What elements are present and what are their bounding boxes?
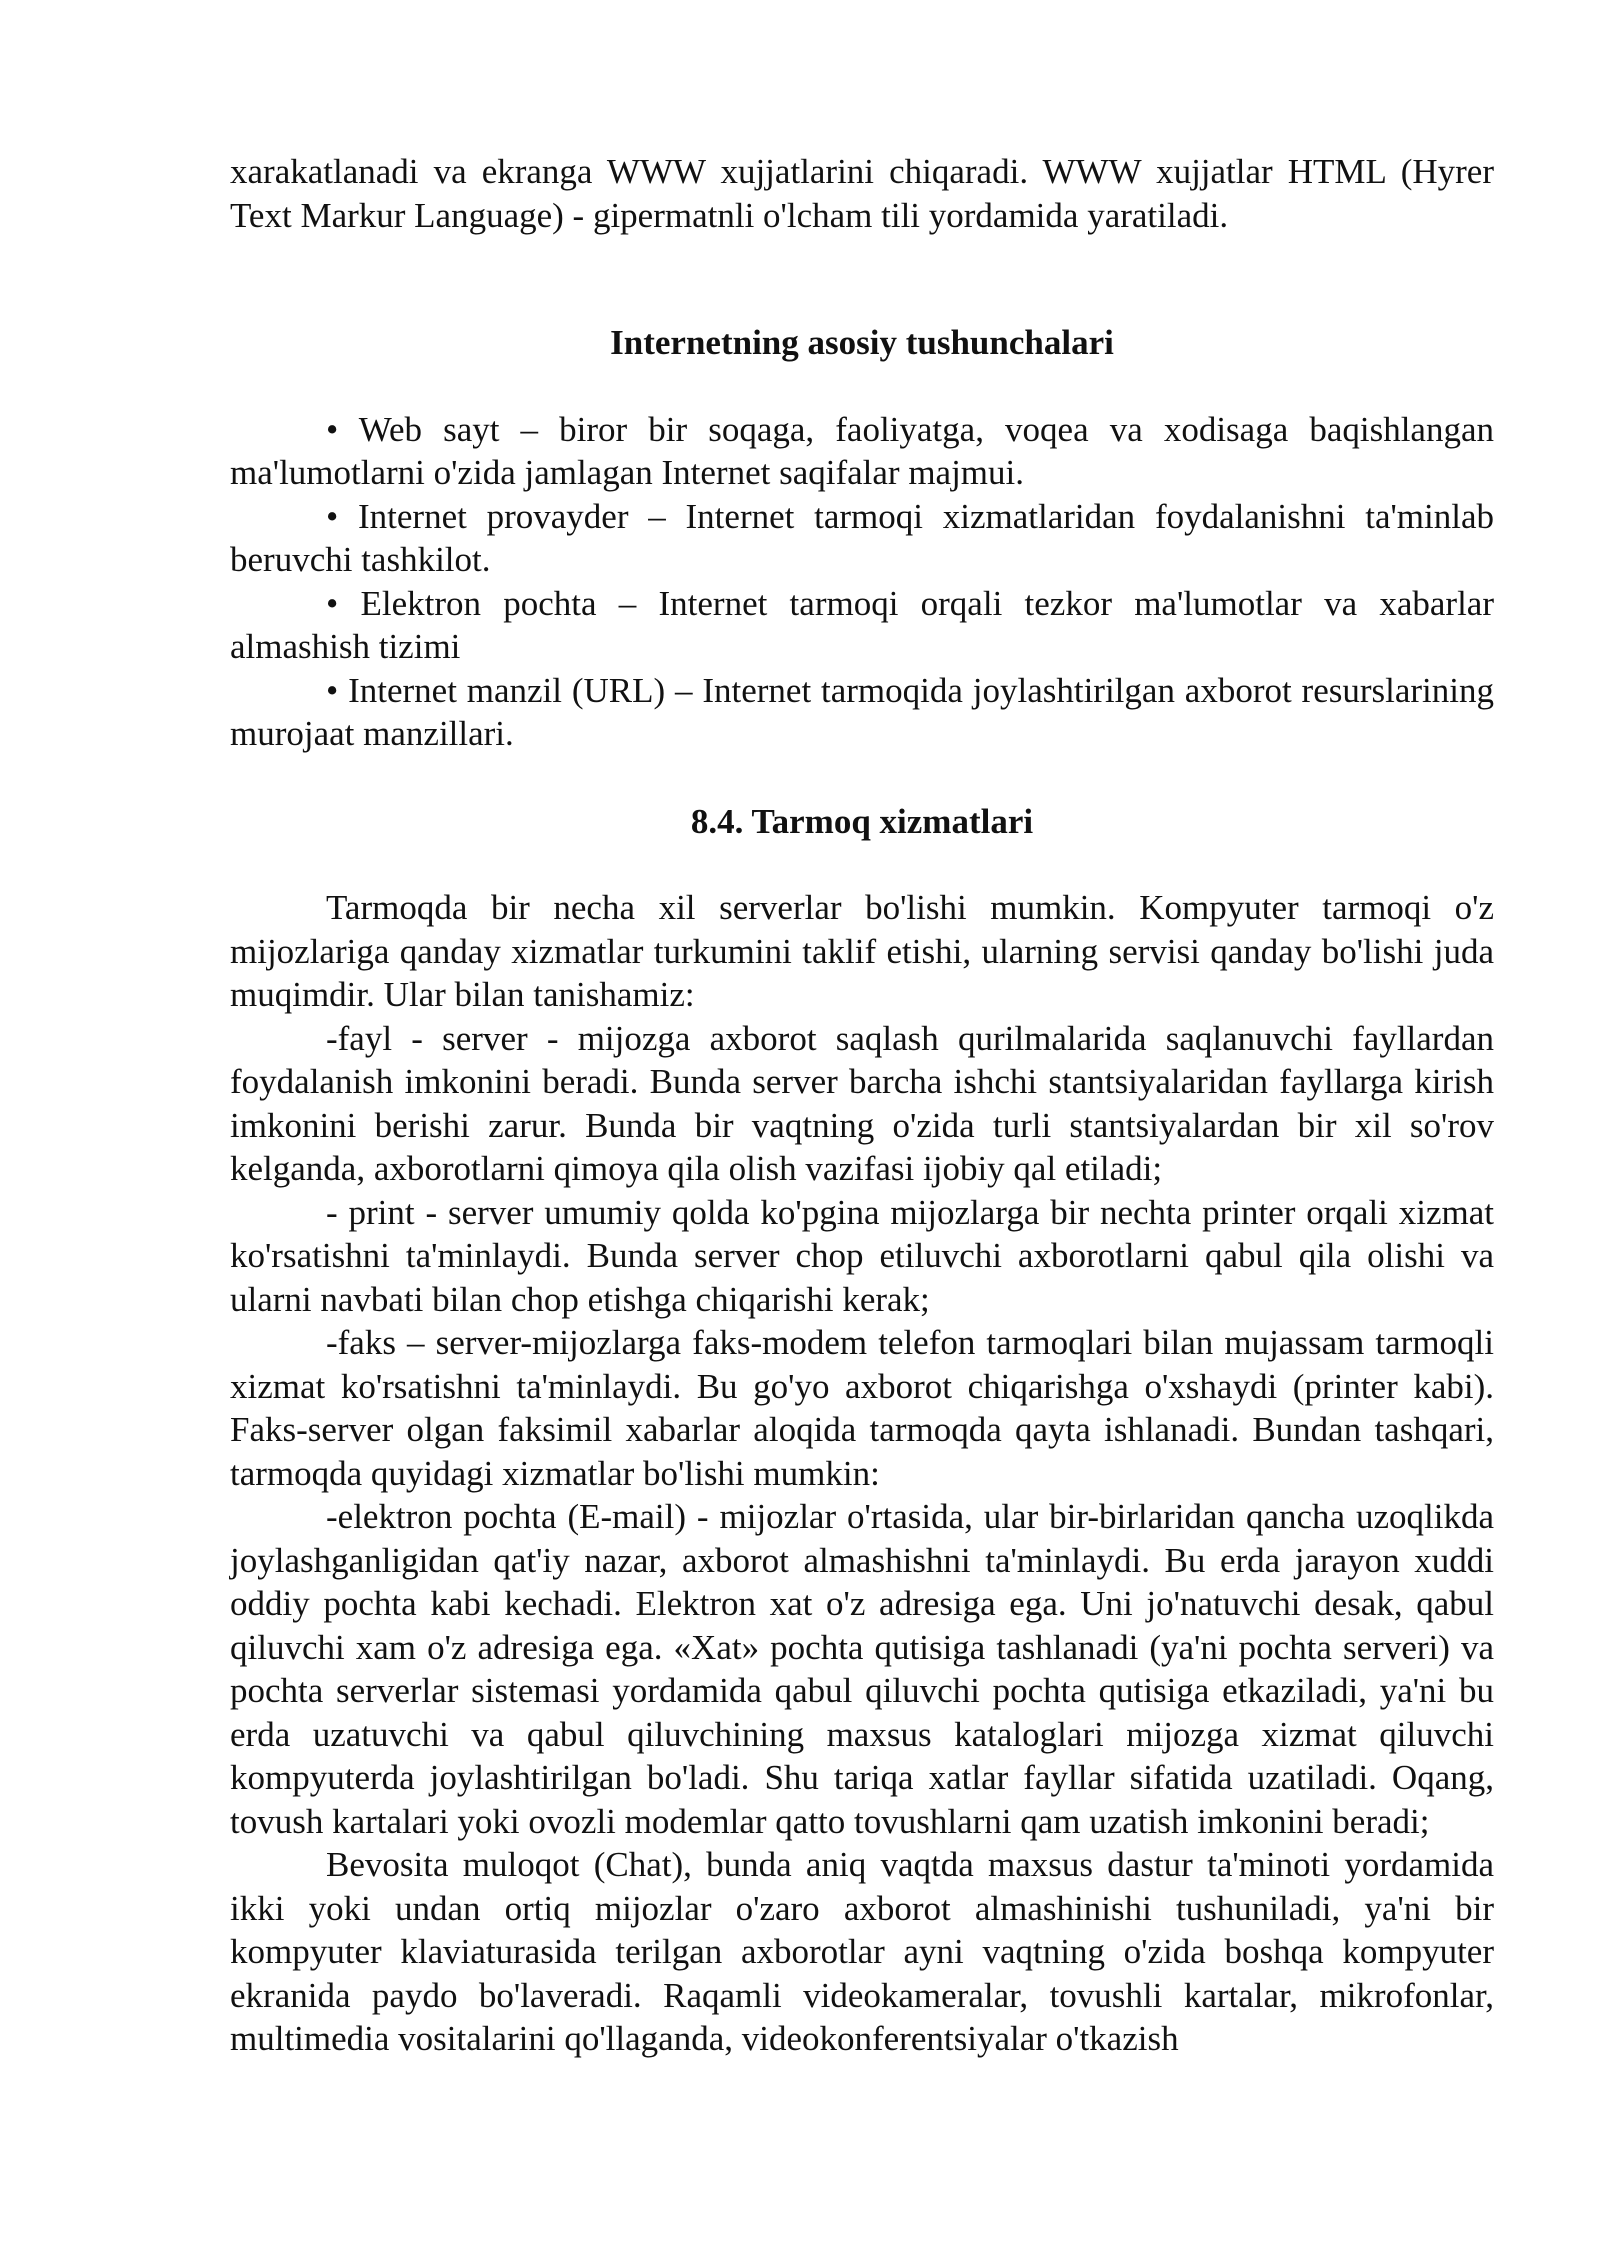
paragraph-email-service: -elektron pochta (E-mail) - mijozlar o'rtasida, ular bir-birlaridan qancha uzoqlikda joylashganligidan qat'iy nazar, axborot almashishni ta'minlaydi. Bu erda jarayon xuddi oddiy pochta kabi kechadi. Elektron xat o'z adresiga ega. Uni jo'natuvchi desak, qabul qiluvchi xam o'z adresiga ega. «Xat» pochta qutisiga tashlanadi (ya'ni pochta serveri) va pochta serverlar sistemasi yordamida qabul qiluvchi pochta qutisiga etkaziladi, ya'ni bu erda uzatuvchi va qabul qiluvchining maxsus kataloglari mijozga xizmat qiluvchi kompyuterda joylashtirilgan bo'ladi. Shu tariqa xatlar fayllar sifatida uzatiladi. Oqang, tovush kartalari yoki ovozli modemlar qatto tovushlarni qam uzatish imkonini beradi;	[230, 1497, 1494, 1841]
paragraph-fax-server: -faks – server-mijozlarga faks-modem telefon tarmoqlari bilan mujassam tarmoqli xizmat ko'rsatishni ta'minlaydi. Bu go'yo axborot chiqarishga o'xshaydi (printer kabi). Faks-server olgan faksimil xabarlar aloqida tarmoqda qayta ishlanadi. Bundan tashqari, tarmoqda quyidagi xizmatlar bo'lishi mumkin:	[230, 1323, 1494, 1493]
network-services-body	[230, 886, 1494, 2061]
concepts-bullet-list	[230, 408, 1494, 756]
paragraph-intro-servers: Tarmoqda bir necha xil serverlar bo'lishi mumkin. Kompyuter tarmoqi o'z mijozlariga qanday xizmatlar turkumini taklif etishi, ularning servisi qanday bo'lishi juda muqimdir. Ular bilan tanishamiz:	[230, 888, 1494, 1014]
bullet-item-web-site: • Web sayt – biror bir soqaga, faoliyatga, voqea va xodisaga baqishlangan ma'lumotlarni o'zida jamlagan Internet saqifalar majmui.	[230, 409, 1494, 492]
paragraph-print-server: - print - server umumiy qolda ko'pgina mijozlarga bir nechta printer orqali xizmat ko'rsatishni ta'minlaydi. Bunda server chop etiluvchi axborotlarni qabul qila olishi va ularni navbati bilan chop etishga chiqarishi kerak;	[230, 1192, 1494, 1319]
section-heading-network-services: 8.4. Tarmoq xizmatlari	[690, 801, 1034, 841]
bullet-item-internet-provider: • Internet provayder – Internet tarmoqi xizmatlaridan foydalanishni ta'minlab beruvchi tashkilot.	[230, 496, 1494, 579]
paragraph-file-server: -fayl - server - mijozga axborot saqlash qurilmalarida saqlanuvchi fayllardan foydalanish imkonini beradi. Bunda server barcha ishchi stantsiyalaridan fayllarga kirish imkonini berishi zarur. Bunda bir vaqtning o'zida turli stantsiyalardan bir xil so'rov kelganda, axborotlarni qimoya qila olish vazifasi ijobiy qal etiladi;	[230, 1018, 1494, 1188]
document-page	[230, 150, 1494, 2061]
section-heading-internet-concepts: Internetning asosiy tushunchalari	[610, 323, 1114, 362]
paragraph-chat-service: Bevosita muloqot (Chat), bunda aniq vaqtda maxsus dastur ta'minoti yordamida ikki yoki undan ortiq mijozlar o'zaro axborot almashinishi tushuniladi, ya'ni bir kompyuter klaviaturasida terilgan axborotlar ayni vaqtning o'zida boshqa kompyuter ekranida paydo bo'laveradi. Raqamli videokameralar, tovushli kartalar, mikrofonlar, multimedia vositalarini qo'llaganda, videokonferentsiyalar o'tkazish	[230, 1845, 1494, 2058]
bullet-item-email: • Elektron pochta – Internet tarmoqi orqali tezkor ma'lumotlar va xabarlar almashish tizimi	[230, 583, 1494, 666]
bullet-item-url: • Internet manzil (URL) – Internet tarmoqida joylashtirilgan axborot resurslarining murojaat manzillari.	[230, 670, 1494, 753]
intro-paragraph: xarakatlanadi va ekranga WWW xujjatlarini chiqaradi. WWW xujjatlar HTML (Hyrer Text Markur Language) - gipermatnli o'lcham tili yordamida yaratiladi.	[230, 152, 1494, 235]
